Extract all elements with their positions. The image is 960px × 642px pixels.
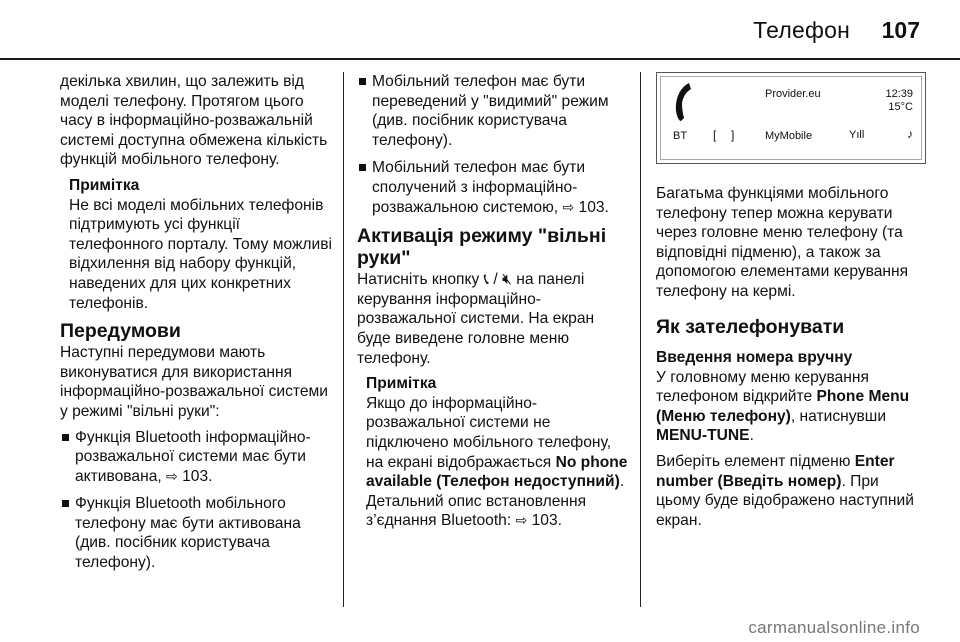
note-block: Примітка Якщо до інформаційно-розважальної системи не підключено мобільного телефону, на екрані відображається No phone available (Телефон недоступний). Детальний опис встановлення з’єднання Bluetooth: ⇨ 103. — [357, 374, 632, 531]
display-temperature: 15°C — [888, 101, 913, 113]
bullet-icon — [359, 78, 366, 85]
phone-display-screenshot — [656, 72, 926, 164]
page-number: 107 — [881, 17, 920, 43]
display-bracket-right: ] — [731, 128, 735, 142]
note-label: Примітка — [69, 176, 140, 194]
page-reference[interactable]: 103. — [578, 198, 609, 216]
audio-note-icon: ♪ — [907, 127, 913, 141]
prerequisites-intro: Наступні передумови мають виконуватися для використання інформаційно-розважальної системи у режимі "вільні руки": — [60, 344, 328, 420]
page-header — [0, 0, 960, 58]
note-block — [60, 176, 335, 313]
bullet-icon — [62, 434, 69, 441]
display-bt-label: BT — [673, 130, 688, 142]
list-item — [60, 494, 335, 572]
list-item-text: Функція Bluetooth мобільного телефону має бути активована (див. посібник користувача телефону). — [75, 495, 301, 572]
manual-entry-paragraph-1: У головному меню керування телефоном відкрийте Phone Menu (Меню телефону), натиснувши MENU-TUNE. — [656, 368, 910, 445]
arrow-ref-icon: ⇨ — [562, 198, 575, 215]
list-item — [357, 158, 632, 217]
manual-entry-paragraph-2: Виберіть елемент підменю Enter number (Введіть номер). При цьому буде відображено наступний екран. — [656, 452, 914, 529]
list-item — [357, 72, 632, 150]
list-item-text: Функція Bluetooth інформаційно-розважальної системи має бути активована, — [75, 428, 311, 485]
display-provider: Provider.eu — [765, 88, 821, 100]
bullet-icon — [62, 500, 69, 507]
note-text: Не всі моделі мобільних телефонів підтримують усі функції телефонного порталу. Тому можливі відхилення від набору функцій, наведених для цих конкретних телефонів. — [69, 196, 332, 312]
arrow-ref-icon: ⇨ — [166, 467, 178, 484]
prerequisites-list-continued — [357, 72, 632, 217]
subheading-manual-entry: Введення номера вручну — [656, 348, 853, 366]
section-heading-handsfree: Активація режиму "вільні руки" — [357, 225, 607, 270]
ui-term-no-phone: No phone available (Телефон недоступний) — [366, 453, 628, 491]
ui-term-menu-tune: MENU-TUNE — [656, 427, 750, 445]
arrow-ref-icon: ⇨ — [515, 512, 528, 529]
list-item — [60, 428, 335, 487]
phone-mute-icon: 🔇︎ — [502, 271, 512, 289]
ui-term-phone-menu: Phone Menu (Меню телефону) — [656, 388, 910, 425]
column-divider-2 — [640, 72, 641, 607]
column-3 — [656, 72, 926, 536]
note-label: Примітка — [366, 375, 437, 393]
bullet-icon — [359, 164, 366, 171]
page-reference[interactable]: 103. — [182, 467, 213, 485]
display-time: 12:39 — [885, 88, 913, 100]
column-1 — [60, 72, 335, 581]
column-2 — [357, 72, 632, 538]
phone-handset-icon — [671, 81, 695, 123]
prerequisites-list — [60, 428, 335, 573]
column-divider-1 — [343, 72, 344, 607]
header-rule — [0, 58, 960, 60]
page-reference[interactable]: 103. — [531, 512, 562, 530]
section-heading-calling: Як зателефонувати — [656, 315, 845, 338]
phone-handset-icon: 📞︎ — [483, 271, 490, 289]
watermark: carmanualsonline.info — [748, 618, 920, 637]
display-bracket-left: [ — [713, 128, 717, 142]
display-device-name: MyMobile — [765, 130, 813, 142]
display-frame — [660, 76, 922, 160]
page-title: Телефон — [753, 17, 850, 43]
section-heading-prerequisites: Передумови — [60, 320, 181, 343]
intro-paragraph: декілька хвилин, що залежить від моделі телефону. Протягом цього часу в інформаційно-розважальній системі доступна обмежена кількість функцій мобільного телефону. — [60, 73, 328, 169]
ui-term-enter-number: Enter number (Введіть номер) — [656, 452, 895, 490]
list-item-text: Мобільний телефон має бути сполучений з інформаційно-розважальною системою, — [372, 159, 586, 216]
handsfree-paragraph: Натисніть кнопку 📞︎ / 🔇︎ на панелі керування інформаційно-розважальної системи. На екран буде виведене головне меню телефону. — [357, 271, 595, 367]
list-item-text: Мобільний телефон має бути переведений у "видимий" режим (див. посібник користувача телефону). — [372, 73, 609, 149]
signal-strength-icon: Yıll — [849, 129, 865, 141]
functions-paragraph: Багатьма функціями мобільного телефону тепер можна керувати через головне меню телефону (та відповідні підменю), а також за допомогою елементами керування телефону на кермі. — [656, 185, 909, 300]
